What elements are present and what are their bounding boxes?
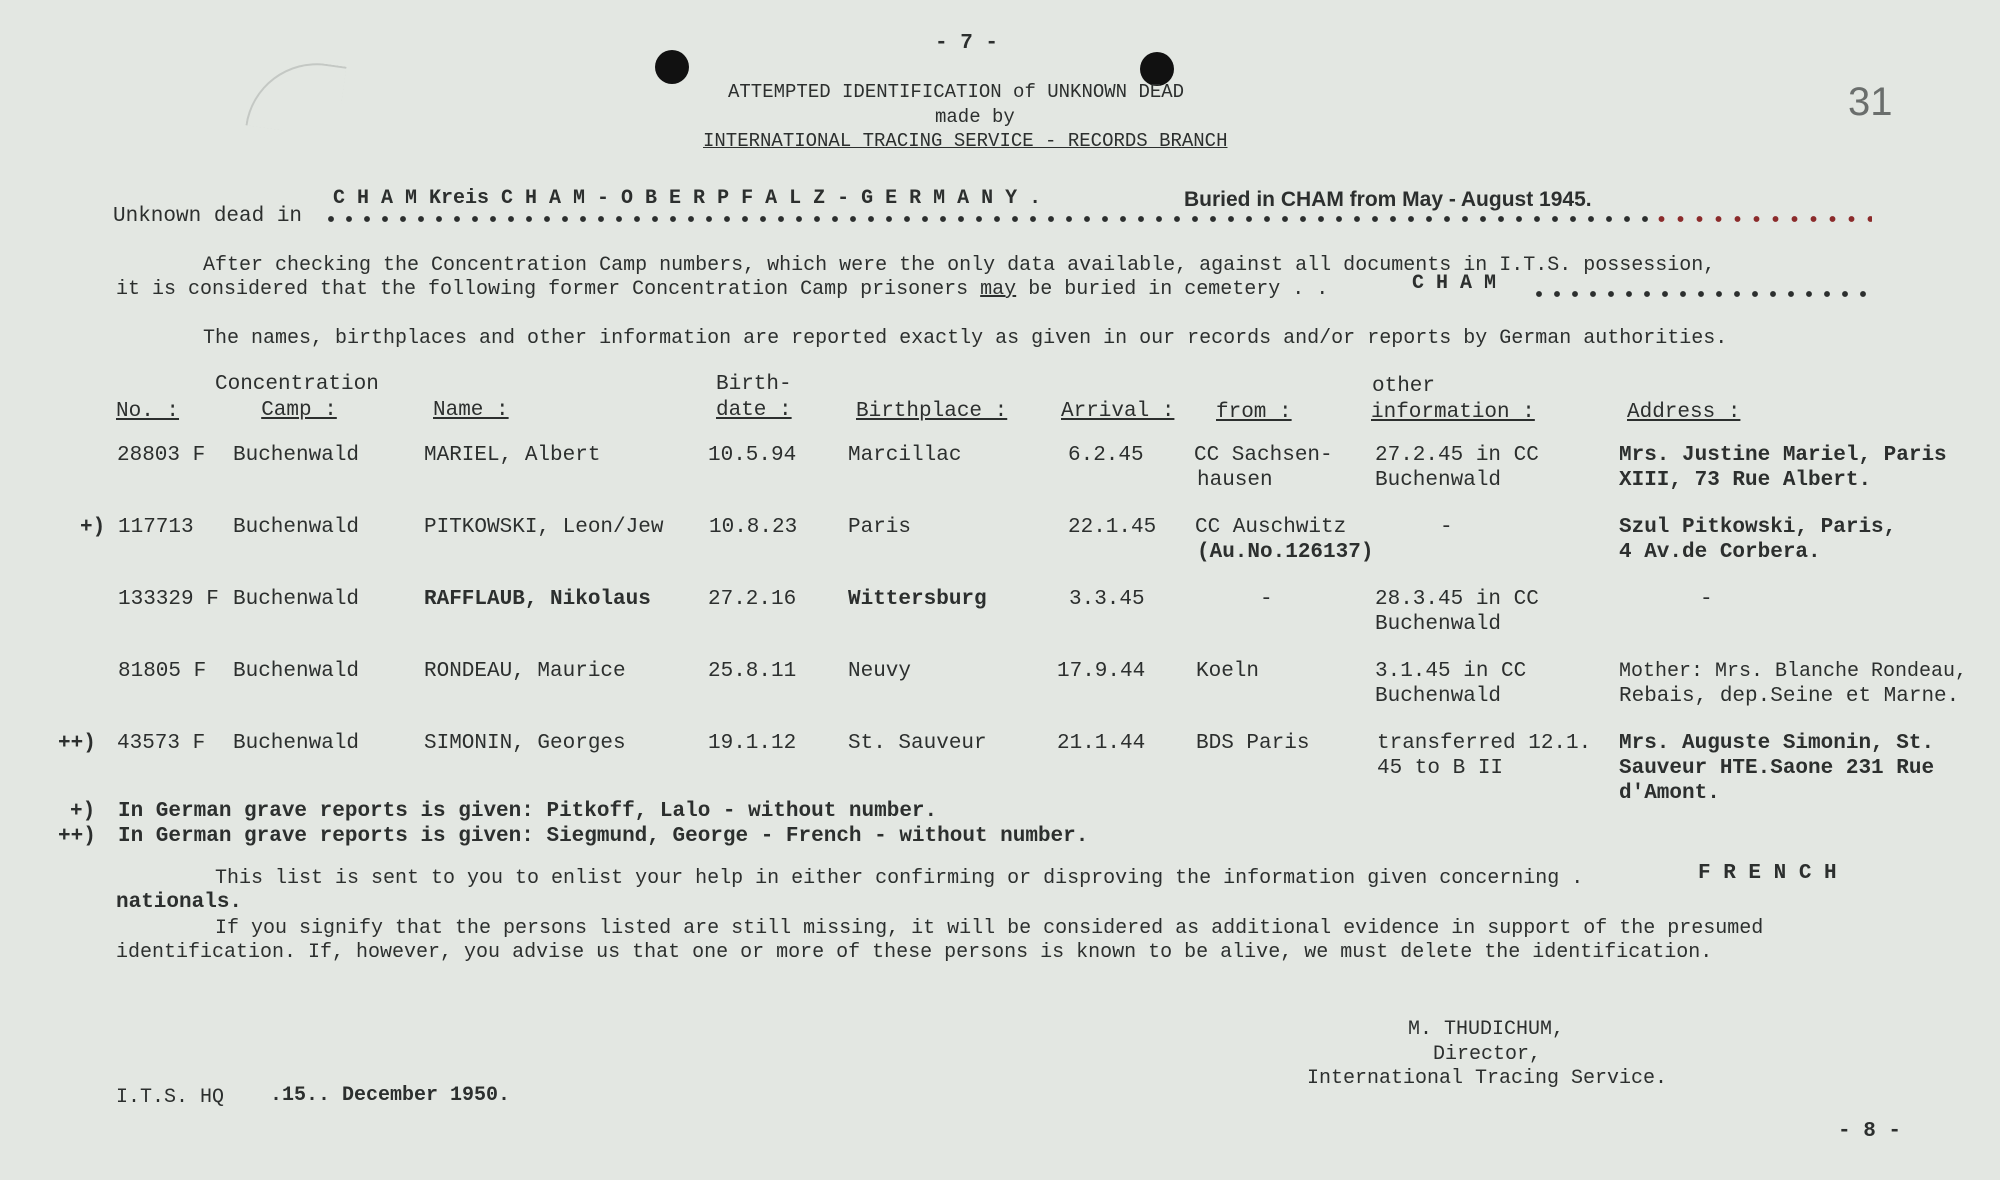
- date-value: .15.. December 1950.: [270, 1084, 511, 1107]
- row-birthplace: Paris: [848, 516, 912, 539]
- row-address-3: d'Amont.: [1619, 782, 1720, 805]
- header-camp-top: Concentration: [215, 373, 379, 396]
- title-line-2: made by: [935, 106, 1015, 128]
- page-number-top: - 7 -: [935, 32, 999, 55]
- row-arrival: 21.1.44: [1057, 732, 1146, 755]
- row-birthdate: 10.5.94: [708, 444, 797, 467]
- signature-title: Director,: [1433, 1043, 1542, 1066]
- header-address: Address :: [1627, 401, 1741, 424]
- row-other-1: 28.3.45 in CC: [1375, 588, 1539, 611]
- header-birthplace: Birthplace :: [856, 400, 1008, 423]
- row-address-2: Sauveur HTE.Saone 231 Rue: [1619, 757, 1935, 780]
- checking-line-2-prefix: it is considered that the following former Concentration Camp prisoners: [116, 278, 969, 301]
- row-address-2: XIII, 73 Rue Albert.: [1619, 469, 1872, 492]
- row-arrival: 3.3.45: [1069, 588, 1145, 611]
- footnote-1: In German grave reports is given: Pitkoff, Lalo - without number.: [118, 800, 938, 823]
- row-birthdate: 27.2.16: [708, 588, 797, 611]
- row-address-1: -: [1700, 588, 1713, 611]
- row-birthplace: Neuvy: [848, 660, 912, 683]
- unknown-dead-label: Unknown dead in: [113, 205, 303, 228]
- header-from: from :: [1216, 401, 1292, 424]
- row-birthdate: 25.8.11: [708, 660, 797, 683]
- checking-line-1: After checking the Concentration Camp numbers, which were the only data available, against all documents in I.T.S. possession,: [203, 254, 1716, 277]
- row-birthplace: Marcillac: [848, 444, 962, 467]
- table-row: [0, 659, 2000, 709]
- row-arrival: 22.1.45: [1068, 516, 1157, 539]
- header-no: No. :: [116, 400, 180, 423]
- row-other-1: 3.1.45 in CC: [1375, 660, 1527, 683]
- dotted-line-location: [322, 214, 1652, 224]
- unknown-dead-location: C H A M Kreis C H A M - O B E R P F A L Z - G E R M A N Y .: [333, 187, 1042, 210]
- buried-info: Buried in CHAM from May - August 1945.: [1184, 188, 1592, 211]
- row-other-1: transferred 12.1.: [1377, 732, 1592, 755]
- row-birthplace: Wittersburg: [848, 588, 987, 611]
- row-address-1: Szul Pitkowski, Paris,: [1619, 516, 1897, 539]
- row-name: RAFFLAUB, Nikolaus: [424, 588, 651, 611]
- row-address-1: Mother: Mrs. Blanche Rondeau,: [1619, 660, 1968, 683]
- row-name: PITKOWSKI, Leon/Jew: [424, 516, 664, 539]
- header-arrival: Arrival :: [1061, 400, 1175, 423]
- signify-line-2: identification. If, however, you advise us that one or more of these persons is known to be alive, we must delete the identification.: [116, 941, 1713, 964]
- row-birthdate: 10.8.23: [709, 516, 798, 539]
- checking-may: may: [980, 278, 1017, 301]
- row-camp: Buchenwald: [233, 516, 360, 539]
- punch-hole-left: [655, 50, 689, 84]
- dotted-line-red: [1652, 214, 1872, 224]
- signature-org: International Tracing Service.: [1307, 1067, 1668, 1090]
- row-other-1: 27.2.45 in CC: [1375, 444, 1539, 467]
- table-row: [0, 515, 2000, 565]
- row-other-2: Buchenwald: [1375, 469, 1502, 492]
- row-from-2: hausen: [1197, 469, 1273, 492]
- row-address-2: 4 Av.de Corbera.: [1619, 541, 1821, 564]
- row-no: 43573 F: [117, 732, 206, 755]
- row-arrival: 6.2.45: [1068, 444, 1144, 467]
- header-birthdate: date :: [716, 399, 792, 422]
- row-no: 28803 F: [117, 444, 206, 467]
- row-address-1: Mrs. Auguste Simonin, St.: [1619, 732, 1935, 755]
- header-other-top: other: [1372, 375, 1436, 398]
- checking-line-2: [116, 277, 1328, 302]
- dotted-line-cemetery: [1530, 289, 1875, 299]
- date-label: I.T.S. HQ: [116, 1086, 225, 1109]
- footnote-2: In German grave reports is given: Siegmund, George - French - without number.: [118, 825, 1089, 848]
- row-from-1: Koeln: [1196, 660, 1260, 683]
- signify-line-1: If you signify that the persons listed are still missing, it will be considered as additional evidence in support of the presumed: [215, 917, 1764, 940]
- row-other-2: 45 to B II: [1377, 757, 1504, 780]
- row-camp: Buchenwald: [233, 660, 360, 683]
- row-camp: Buchenwald: [233, 732, 360, 755]
- footnote-1-mark: +): [70, 800, 96, 823]
- row-from-1: CC Auschwitz: [1195, 516, 1347, 539]
- title-line-1: ATTEMPTED IDENTIFICATION of UNKNOWN DEAD: [728, 81, 1185, 103]
- row-address-2: Rebais, dep.Seine et Marne.: [1619, 685, 1960, 708]
- row-from-1: BDS Paris: [1196, 732, 1310, 755]
- page-number-bottom: - 8 -: [1838, 1120, 1902, 1143]
- pen-mark: [245, 54, 346, 138]
- row-other-1: -: [1440, 516, 1453, 539]
- row-camp: Buchenwald: [233, 588, 360, 611]
- row-other-2: Buchenwald: [1375, 685, 1502, 708]
- checking-line-2-suffix: be buried in cemetery . .: [1028, 278, 1329, 301]
- signature-name: M. THUDICHUM,: [1408, 1018, 1565, 1041]
- enlist-nationality: F R E N C H: [1698, 862, 1837, 885]
- enlist-line-1: This list is sent to you to enlist your help in either confirming or disproving the information given concerning .: [215, 867, 1584, 890]
- names-note: The names, birthplaces and other information are reported exactly as given in our records and/or reports by German authorities.: [203, 327, 1728, 350]
- row-no: 133329 F: [118, 588, 219, 611]
- cemetery-name: C H A M: [1412, 272, 1497, 295]
- row-name: SIMONIN, Georges: [424, 732, 626, 755]
- row-mark: +): [80, 516, 106, 539]
- row-name: MARIEL, Albert: [424, 444, 601, 467]
- footnote-2-mark: ++): [58, 825, 96, 848]
- header-birth-top: Birth-: [716, 373, 792, 396]
- table-row: [0, 443, 2000, 493]
- row-address-1: Mrs. Justine Mariel, Paris: [1619, 444, 1947, 467]
- row-name: RONDEAU, Maurice: [424, 660, 626, 683]
- row-from-2: (Au.No.126137): [1197, 541, 1374, 564]
- row-birthplace: St. Sauveur: [848, 732, 987, 755]
- header-name: Name :: [433, 399, 509, 422]
- row-birthdate: 19.1.12: [708, 732, 797, 755]
- table-row: [0, 731, 2000, 806]
- header-camp: Camp :: [261, 399, 337, 422]
- row-no: 81805 F: [118, 660, 207, 683]
- row-other-2: Buchenwald: [1375, 613, 1502, 636]
- title-line-3: INTERNATIONAL TRACING SERVICE - RECORDS BRANCH: [703, 130, 1228, 152]
- header-other: information :: [1371, 401, 1535, 424]
- row-mark: ++): [58, 732, 96, 755]
- pencil-page-number: 31: [1848, 80, 1893, 124]
- row-arrival: 17.9.44: [1057, 660, 1146, 683]
- row-from-1: CC Sachsen-: [1194, 444, 1333, 467]
- row-from-1: -: [1260, 588, 1273, 611]
- enlist-line-2: nationals.: [116, 891, 243, 914]
- table-row: [0, 587, 2000, 637]
- row-no: 117713: [118, 516, 194, 539]
- row-camp: Buchenwald: [233, 444, 360, 467]
